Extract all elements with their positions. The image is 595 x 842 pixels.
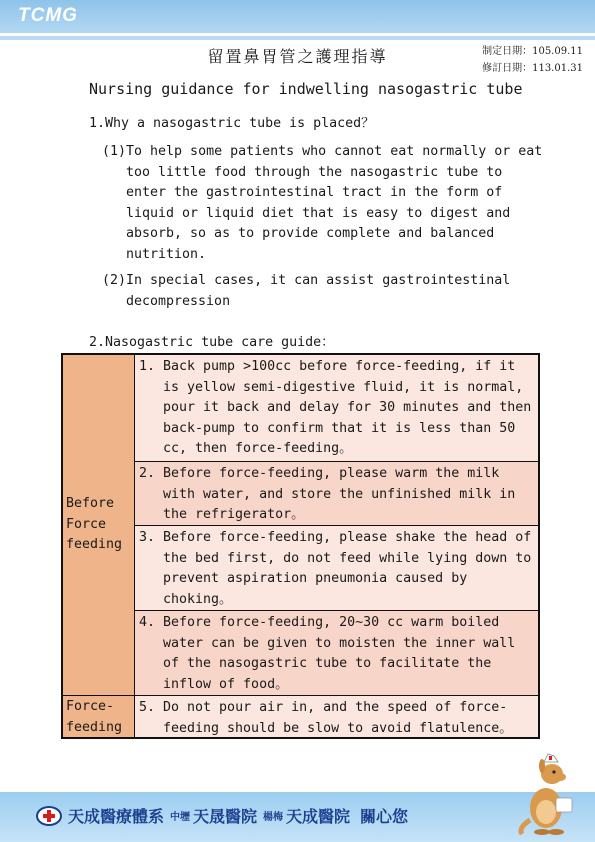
chinese-title: 留置鼻胃管之護理指導 bbox=[207, 47, 388, 66]
established-date: 制定日期：105.09.11 bbox=[482, 46, 583, 57]
footer-slogan: 關心您 bbox=[360, 807, 409, 826]
footer-hospital-names bbox=[36, 804, 408, 827]
section1-item-2: (2)In special cases, it can assist gastrointestinal decompression bbox=[102, 273, 511, 309]
care-row-5: 5. Do not pour air in, and the speed of force-feeding should be slow to avoid flatulence。 bbox=[135, 695, 538, 737]
section1-item-1: (1)To help some patients who cannot eat normally or eat too little food through the nasogastric tube to enter the gastrointestinal tract in the form of liquid or liquid diet that is easy to digest and absorb, so as to provide complete and balanced nutrition. bbox=[102, 144, 543, 262]
category-force-feeding bbox=[63, 695, 135, 737]
care-row-3: 3. Before force-feeding, please shake the head of the bed first, do not feed while lying down to prevent aspiration pneumonia caused by choking。 bbox=[135, 525, 538, 610]
revised-date: 修訂日期：113.01.31 bbox=[482, 63, 583, 74]
page-title: Nursing guidance for indwelling nasogastric tube bbox=[89, 80, 523, 98]
footer-location-2: 楊梅 bbox=[263, 812, 284, 823]
header-stripe bbox=[0, 33, 595, 36]
header-band bbox=[0, 0, 595, 40]
footer-hospital-1: 天晟醫院 bbox=[193, 807, 258, 826]
footer-hospital-2: 天成醫院 bbox=[286, 807, 351, 826]
category-force-label: Force- feeding bbox=[66, 699, 123, 735]
care-row-4: 4. Before force-feeding, 20~30 cc warm boiled water can be given to moisten the inner wall of the nasogastric tube to facilitate the inflow of food。 bbox=[135, 610, 538, 695]
brand-logo-text: TCMG bbox=[18, 5, 78, 26]
category-before-force-feeding bbox=[63, 355, 135, 695]
category-before-label: Before Force feeding bbox=[66, 496, 123, 553]
hospital-cross-icon bbox=[36, 806, 62, 826]
section2-heading: 2.Nasogastric tube care guide： bbox=[89, 335, 335, 350]
care-row-1: 1. Back pump >100cc before force-feeding, if it is yellow semi-digestive fluid, it is normal, pour it back and delay for 30 minutes and then back-pump to confirm that it is less than 50 cc, then force-feeding。 bbox=[135, 355, 538, 461]
footer-location-1: 中壢 bbox=[170, 812, 191, 823]
care-guide-table bbox=[61, 353, 540, 739]
document-dates bbox=[482, 43, 583, 77]
kangaroo-nurse-mascot-icon bbox=[516, 750, 586, 835]
care-row-2: 2. Before force-feeding, please warm the milk with water, and store the unfinished milk in the refrigerator。 bbox=[135, 461, 538, 525]
section1-heading: 1.Why a nasogastric tube is placed？ bbox=[89, 116, 375, 131]
footer-system-name: 天成醫療體系 bbox=[68, 807, 165, 826]
